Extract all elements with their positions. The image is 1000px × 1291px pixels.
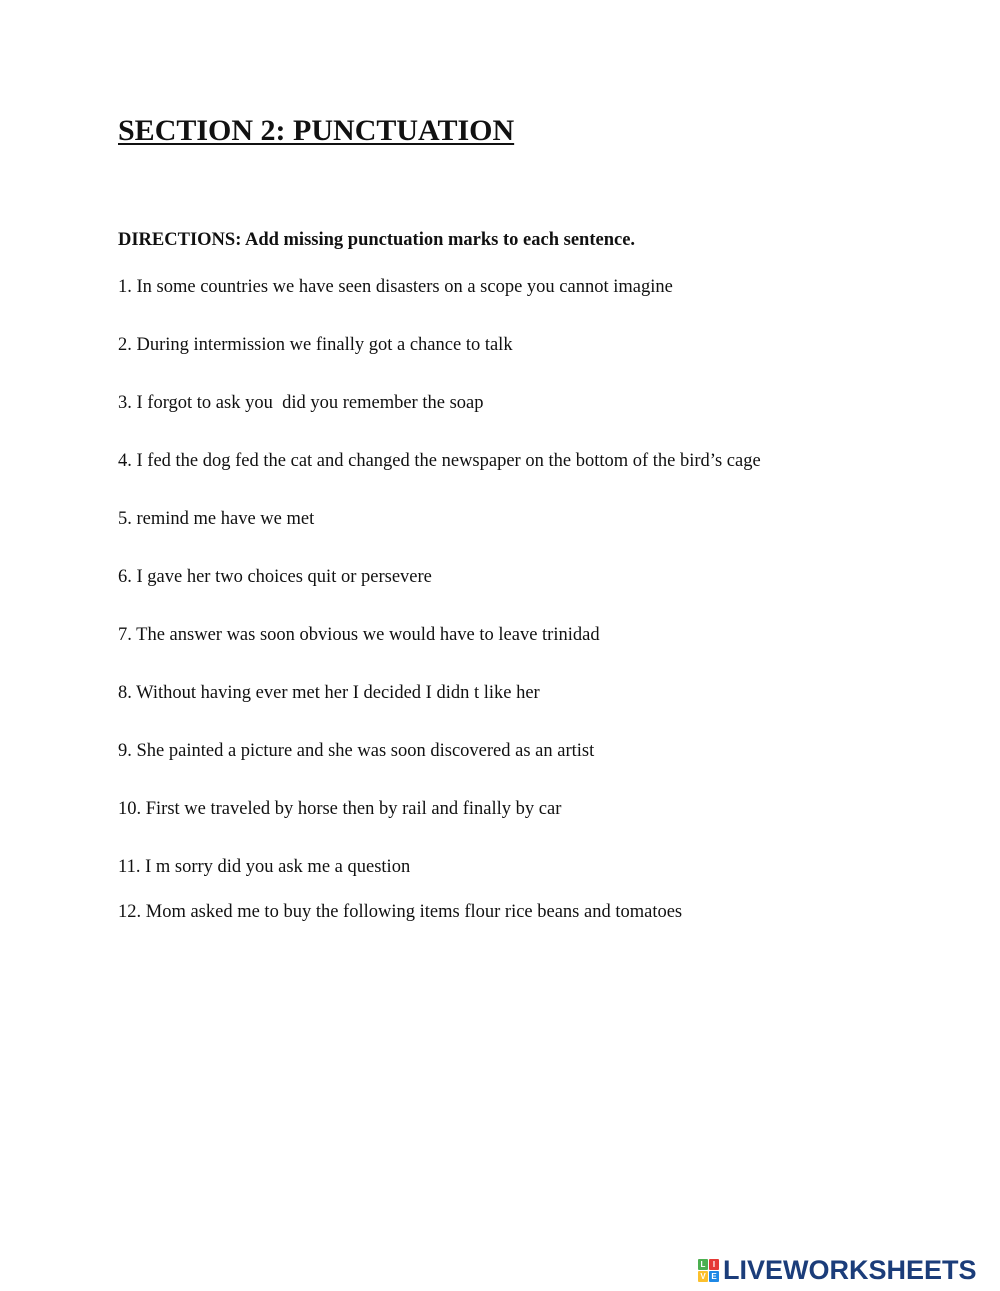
sentence-item: 2. During intermission we finally got a chance to talk — [118, 335, 513, 355]
sentence-item: 6. I gave her two choices quit or persevere — [118, 567, 432, 587]
sentence-item: 4. I fed the dog fed the cat and changed the newspaper on the bottom of the bird’s cage — [118, 451, 761, 471]
sentence-item: 9. She painted a picture and she was soon discovered as an artist — [118, 741, 595, 761]
liveworksheets-watermark — [698, 1256, 977, 1284]
logo-tile: V — [698, 1271, 708, 1282]
sentence-item: 12. Mom asked me to buy the following items flour rice beans and tomatoes — [118, 902, 683, 922]
liveworksheets-logo-icon — [698, 1259, 719, 1282]
sentence-item: 1. In some countries we have seen disasters on a scope you cannot imagine — [118, 277, 673, 297]
sentence-item: 11. I m sorry did you ask me a question — [118, 857, 411, 877]
watermark-brand-text: LIVEWORKSHEETS — [723, 1255, 977, 1285]
sentence-item: 5. remind me have we met — [118, 509, 315, 529]
logo-tile: L — [698, 1259, 708, 1270]
page-title: SECTION 2: PUNCTUATION — [118, 114, 515, 147]
sentence-item: 8. Without having ever met her I decided I didn t like her — [118, 683, 540, 703]
sentence-item: 10. First we traveled by horse then by rail and finally by car — [118, 799, 562, 819]
directions-text: DIRECTIONS: Add missing punctuation marks to each sentence. — [118, 230, 636, 250]
sentence-item: 3. I forgot to ask you did you remember the soap — [118, 393, 484, 413]
logo-tile: E — [709, 1271, 719, 1282]
logo-tile: I — [709, 1259, 719, 1270]
sentence-item: 7. The answer was soon obvious we would have to leave trinidad — [118, 625, 600, 645]
